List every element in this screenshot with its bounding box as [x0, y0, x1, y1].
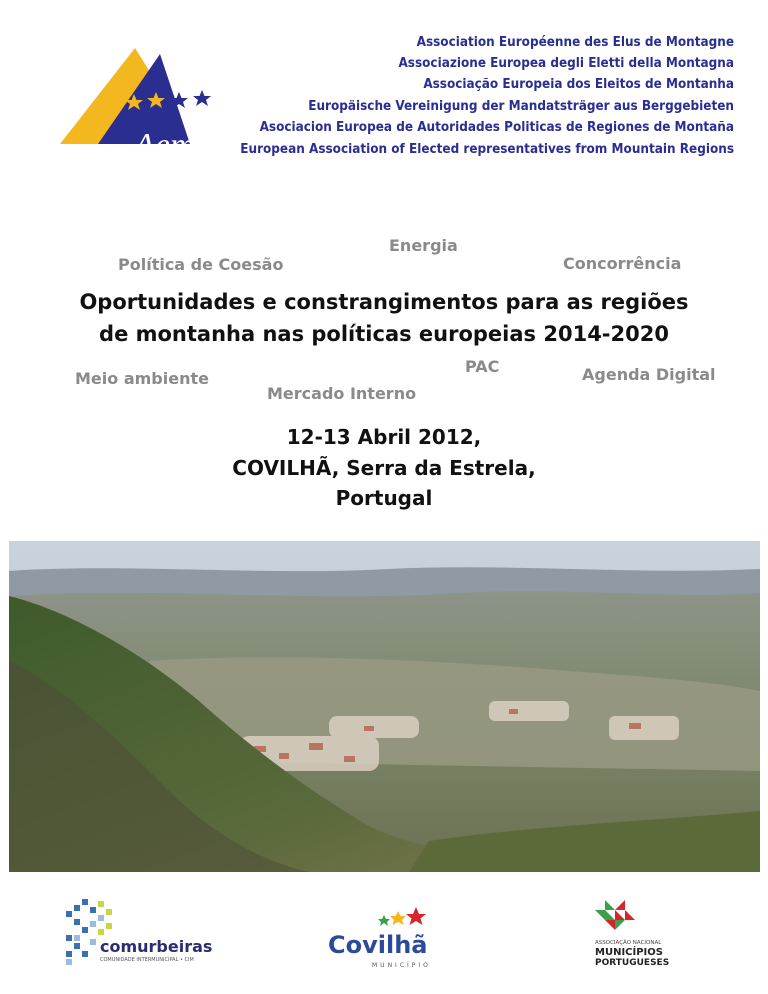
- landscape-photo: [9, 541, 760, 872]
- keyword-energia: Energia: [389, 236, 458, 255]
- anmp-pinwheel-icon: [585, 898, 645, 938]
- keyword-mercado-interno: Mercado Interno: [267, 384, 417, 403]
- logo-blue-stars: [170, 90, 211, 108]
- association-name-it: Associazione Europea degli Eletti della Montagna: [398, 56, 734, 71]
- comurbeiras-tagline: COMUNIDADE INTERMUNICIPAL • CIM: [100, 957, 194, 963]
- anmp-association-label: ASSOCIAÇÃO NACIONAL: [595, 940, 662, 946]
- keyword-coesao: Política de Coesão: [118, 255, 284, 274]
- event-date: 12-13 Abril 2012,: [286, 425, 482, 449]
- comurbeiras-logo: [60, 895, 213, 975]
- keyword-pac: PAC: [465, 357, 500, 376]
- landscape-illustration: [9, 541, 760, 872]
- anmp-portugueses: PORTUGUESES: [595, 958, 670, 968]
- keyword-meio-ambiente: Meio ambiente: [75, 369, 209, 388]
- anmp-logo: [585, 898, 725, 970]
- covilha-tagline: MUNICÍPIO: [372, 962, 431, 969]
- association-name-de: Europäische Vereinigung der Mandatsträger aus Berggebieten: [308, 99, 734, 114]
- association-name-pt: Associação Europeia dos Eleitos de Montanha: [423, 77, 734, 92]
- title-line-2: de montanha nas políticas europeias 2014-2020: [99, 322, 669, 346]
- association-name-fr: Association Européenne des Elus de Montagne: [416, 35, 734, 50]
- association-name-en: European Association of Elected representatives from Mountain Regions: [240, 142, 734, 157]
- comurbeiras-name: comurbeiras: [100, 937, 213, 956]
- keyword-concorrencia: Concorrência: [563, 254, 682, 273]
- keyword-agenda-digital: Agenda Digital: [582, 365, 716, 384]
- aem-logo: [60, 44, 240, 164]
- logo-letters: Aem: [134, 127, 195, 164]
- association-name-es: Asociacion Europea de Autoridades Politicas de Regiones de Montaña: [259, 120, 734, 135]
- title-line-1: Oportunidades e constrangimentos para as regiões: [79, 290, 689, 314]
- event-place: COVILHÃ, Serra da Estrela,: [232, 456, 536, 480]
- aem-logo-graphic: [60, 44, 240, 164]
- anmp-municipios: MUNICÍPIOS: [595, 947, 663, 958]
- comurbeiras-mosaic-icon: [60, 895, 213, 975]
- event-country: Portugal: [335, 486, 433, 510]
- covilha-name: Covilhã: [328, 931, 428, 959]
- covilha-logo: [322, 905, 452, 975]
